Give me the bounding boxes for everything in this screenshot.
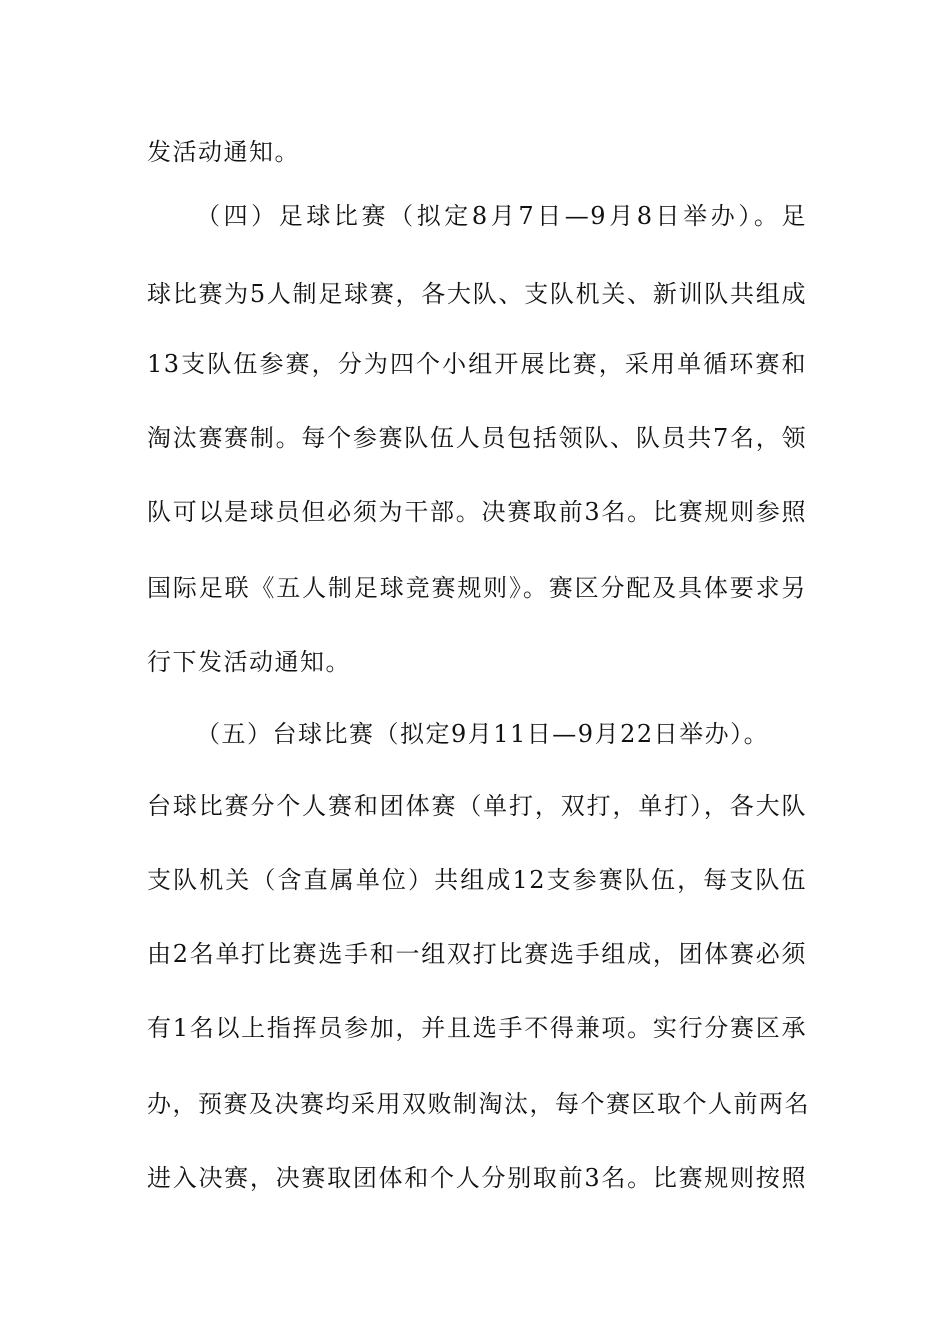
section-heading-football: （四）足球比赛（拟定8月7日—9月8日举办）。足 bbox=[196, 202, 807, 230]
text-line: 办，预赛及决赛均采用双败制淘汰，每个赛区取个人前两名 bbox=[147, 1090, 810, 1118]
text-line: 队可以是球员但必须为干部。决赛取前3名。比赛规则参照 bbox=[147, 498, 807, 526]
text-line: 淘汰赛赛制。每个参赛队伍人员包括领队、队员共7名，领 bbox=[147, 424, 807, 452]
text-line: 支队机关（含直属单位）共组成12支参赛队伍，每支队伍 bbox=[147, 866, 807, 894]
text-line: 国际足联《五人制足球竞赛规则》。赛区分配及具体要求另 bbox=[147, 574, 807, 602]
text-line: 台球比赛分个人赛和团体赛（单打，双打，单打），各大队 bbox=[147, 792, 807, 820]
section-heading-billiards: （五）台球比赛（拟定9月11日—9月22日举办）。 bbox=[196, 720, 770, 748]
text-line: 由2名单打比赛选手和一组双打比赛选手组成，团体赛必须 bbox=[147, 940, 807, 968]
text-line: 发活动通知。 bbox=[147, 138, 300, 166]
text-line: 进入决赛，决赛取团体和个人分别取前3名。比赛规则按照 bbox=[147, 1164, 807, 1192]
text-line: 球比赛为5人制足球赛，各大队、支队机关、新训队共组成 bbox=[147, 280, 807, 308]
text-line: 行下发活动通知。 bbox=[147, 648, 351, 676]
text-line: 13支队伍参赛，分为四个小组开展比赛，采用单循环赛和 bbox=[147, 350, 807, 378]
text-line: 有1名以上指挥员参加，并且选手不得兼项。实行分赛区承 bbox=[147, 1014, 807, 1042]
